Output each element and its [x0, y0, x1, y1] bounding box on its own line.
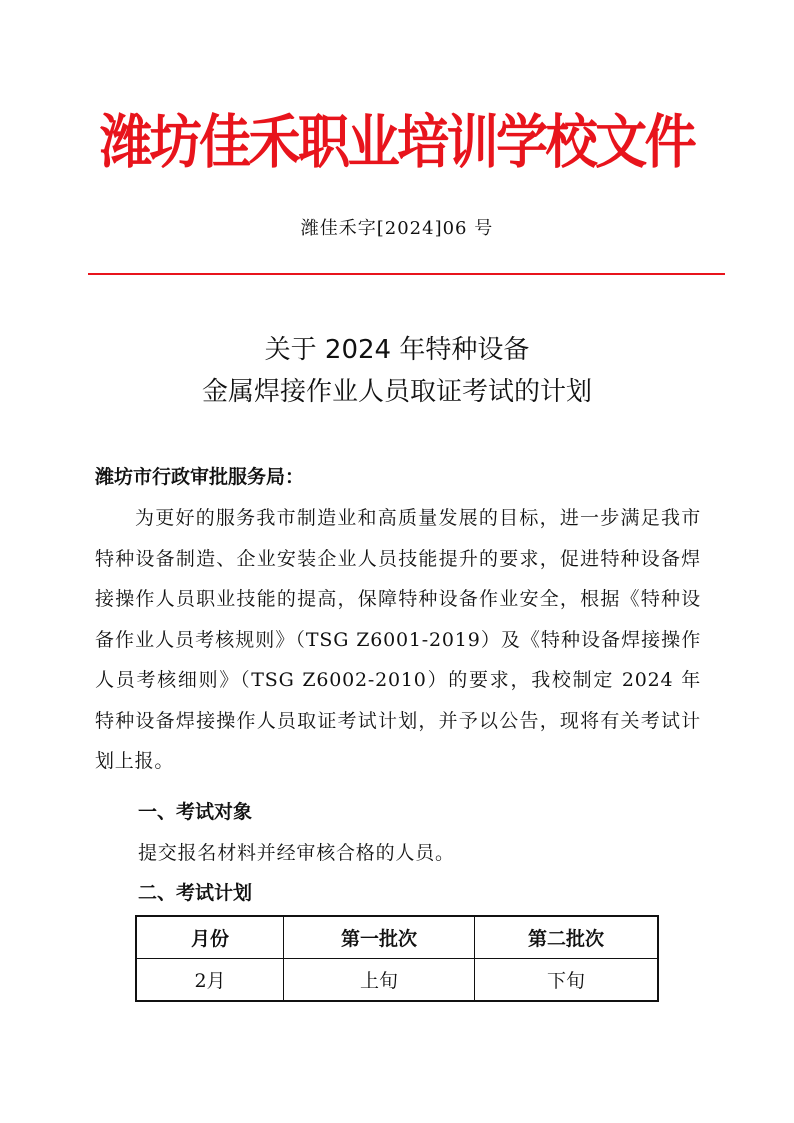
masthead-title: 潍坊佳禾职业培训学校文件 [99, 108, 694, 176]
document-title-line2: 金属焊接作业人员取证考试的计划 [201, 377, 592, 407]
column-header-batch-1: 第一批次 [284, 916, 475, 959]
section-text-exam-target: 提交报名材料并经审核合格的人员。 [138, 842, 455, 864]
table-row [136, 959, 658, 1002]
column-header-month: 月份 [136, 916, 284, 959]
table-cell-batch-2: 下旬 [475, 959, 659, 1002]
section-heading-exam-plan: 二、考试计划 [138, 882, 253, 904]
table-header-row [136, 916, 658, 959]
document-number: 潍佳禾字[2024]06 号 [300, 218, 494, 239]
table-cell-batch-1: 上旬 [284, 959, 475, 1002]
body-paragraph: 为更好的服务我市制造业和高质量发展的目标，进一步满足我市特种设备制造、企业安装企业人员技能提升的要求，促进特种设备焊接操作人员职业技能的提高，保障特种设备作业安全，根据《特种设备作业人员考核规则》（TSG Z6001-2019）及《特种设备焊接操作人员考核细则》（TSG Z6002-2010）的要求，我校制定 2024 年特种设备焊接操作人员取证考试计划，并予以公告，现将有关考试计划上报。 [95, 507, 701, 772]
exam-schedule-table [135, 915, 659, 1002]
section-heading-exam-target: 一、考试对象 [138, 801, 253, 823]
addressee: 潍坊市行政审批服务局： [95, 466, 305, 488]
header-divider [88, 273, 725, 275]
table-cell-month: 2月 [136, 959, 284, 1002]
document-title-line1: 关于 2024 年特种设备 [264, 335, 530, 365]
column-header-batch-2: 第二批次 [475, 916, 659, 959]
